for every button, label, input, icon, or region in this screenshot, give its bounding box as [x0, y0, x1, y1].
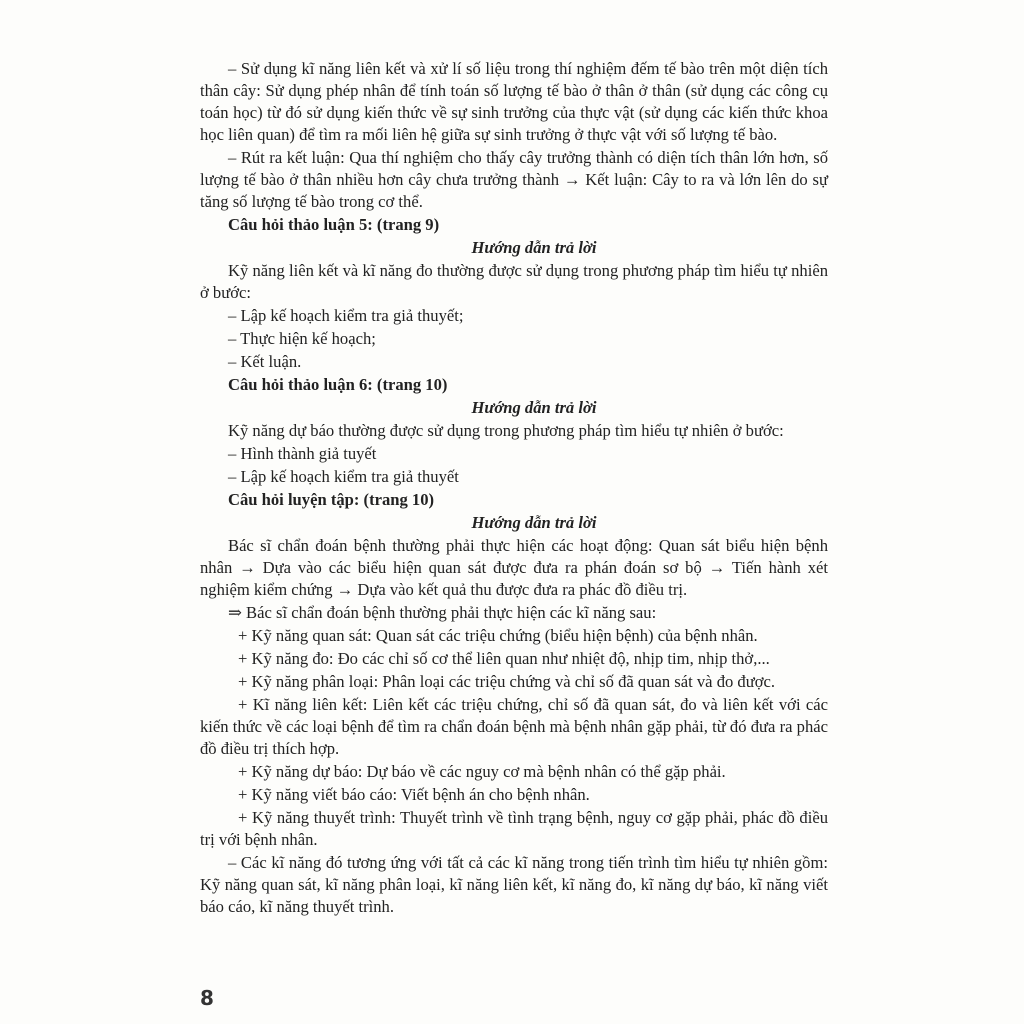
answer-guide-heading: Hướng dẫn trả lời	[471, 238, 597, 257]
skill-item-prediction: + Kỹ năng dự báo: Dự báo về các nguy cơ mà bệnh nhân có thể gặp phải.	[238, 762, 726, 781]
practice-question-heading: Câu hỏi luyện tập: (trang 10)	[228, 490, 435, 509]
paragraph-conclusion: – Rút ra kết luận: Qua thí nghiệm cho thấy cây trưởng thành có diện tích thân lớn hơn, số lượng tế bào ở thân nhiều hơn cây chưa trưởng thành → Kết luận: Cây to ra và lớn lên do sự tăng số lượng tế bào trong cơ thể.	[200, 148, 828, 211]
skill-item-observation: + Kỹ năng quan sát: Quan sát các triệu chứng (biểu hiện bệnh) của bệnh nhân.	[238, 626, 758, 645]
paragraph-cell-count: – Sử dụng kĩ năng liên kết và xử lí số liệu trong thí nghiệm đếm tế bào trên một diện tích thân cây: Sử dụng phép nhân để tính toán số lượng tế bào ở thân ở thân (sử dụng các công cụ toán học) từ đó sử dụng kiến thức về sự sinh trưởng của thực vật (sử dụng các kiến thức khoa học liên quan) để tìm ra mối liên hệ giữa sự sinh trưởng ở thực vật với số lượng tế bào.	[200, 59, 828, 144]
list-item: – Kết luận.	[228, 352, 302, 371]
paragraph-answer-6: Kỹ năng dự báo thường được sử dụng trong phương pháp tìm hiểu tự nhiên ở bước:	[228, 421, 784, 440]
skill-item-reporting: + Kỹ năng viết báo cáo: Viết bệnh án cho bệnh nhân.	[238, 785, 590, 804]
skill-item-classification: + Kỹ năng phân loại: Phân loại các triệu chứng và chỉ số đã quan sát và đo được.	[238, 672, 776, 691]
skill-item-measurement: + Kỹ năng đo: Đo các chỉ số cơ thể liên quan như nhiệt độ, nhịp tim, nhịp thở,...	[238, 649, 770, 668]
paragraph-summary: – Các kĩ năng đó tương ứng với tất cả các kĩ năng trong tiến trình tìm hiểu tự nhiên gồm: Kỹ năng quan sát, kĩ năng phân loại, kĩ năng liên kết, kĩ năng đo, kĩ năng dự báo, kĩ năng viết báo cáo, kĩ năng thuyết trình.	[200, 853, 828, 916]
page-content	[200, 58, 828, 919]
answer-guide-heading: Hướng dẫn trả lời	[471, 513, 597, 532]
list-item: – Hình thành giả tuyết	[228, 444, 377, 463]
paragraph-implication: ⇒ Bác sĩ chẩn đoán bệnh thường phải thực hiện các kĩ năng sau:	[228, 603, 657, 622]
page-number: 8	[200, 986, 214, 1010]
skill-item-presentation: + Kỹ năng thuyết trình: Thuyết trình về tình trạng bệnh, nguy cơ gặp phải, phác đồ điều trị với bệnh nhân.	[200, 808, 828, 849]
list-item: – Thực hiện kế hoạch;	[228, 329, 376, 348]
paragraph-answer-5: Kỹ năng liên kết và kĩ năng đo thường được sử dụng trong phương pháp tìm hiểu tự nhiên ở bước:	[200, 261, 828, 302]
question-heading-5: Câu hỏi thảo luận 5: (trang 9)	[228, 215, 440, 234]
paragraph-doctor-activities: Bác sĩ chẩn đoán bệnh thường phải thực hiện các hoạt động: Quan sát biểu hiện bệnh nhân → Dựa vào các biểu hiện quan sát được đưa ra phán đoán sơ bộ → Tiến hành xét nghiệm kiểm chứng → Dựa vào kết quả thu được đưa ra phác đồ điều trị.	[200, 536, 828, 599]
list-item: – Lập kế hoạch kiểm tra giả thuyết;	[228, 306, 464, 325]
question-heading-6: Câu hỏi thảo luận 6: (trang 10)	[228, 375, 448, 394]
answer-guide-heading: Hướng dẫn trả lời	[471, 398, 597, 417]
skill-item-linking: + Kĩ năng liên kết: Liên kết các triệu chứng, chỉ số đã quan sát, đo và liên kết với các kiến thức về các loại bệnh để tìm ra chẩn đoán bệnh mà bệnh nhân gặp phải, từ đó đưa ra phác đồ điều trị thích hợp.	[200, 695, 828, 758]
list-item: – Lập kế hoạch kiểm tra giả thuyết	[228, 467, 459, 486]
